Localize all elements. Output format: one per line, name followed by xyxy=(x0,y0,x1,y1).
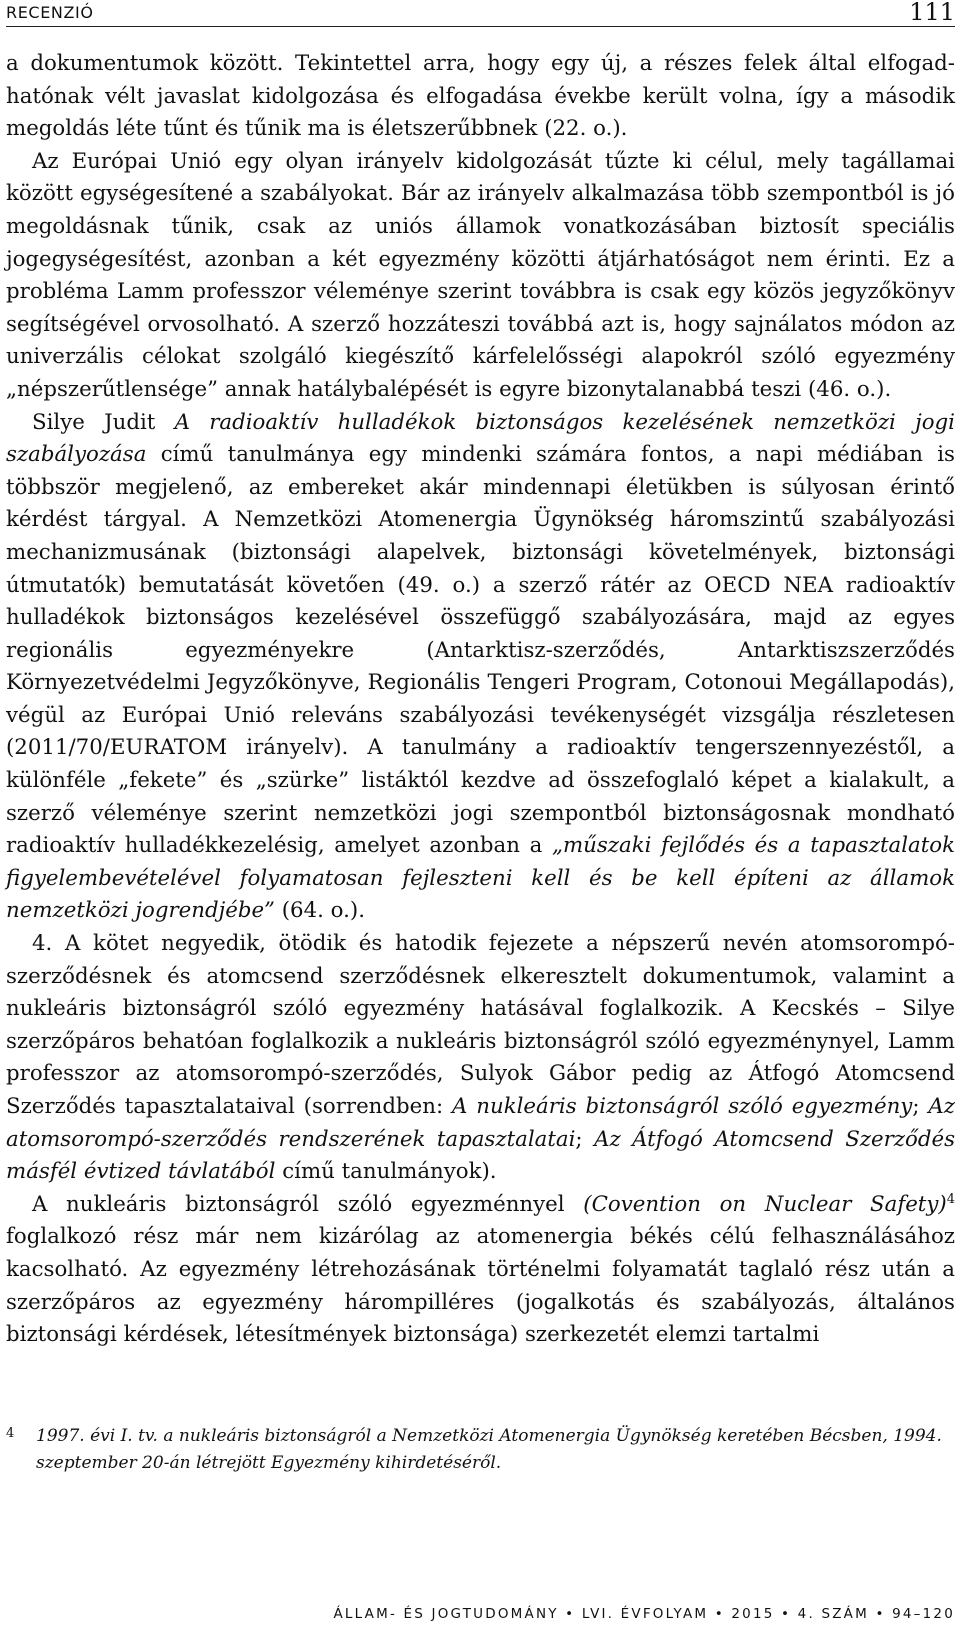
footnote-ref: 4 xyxy=(946,1191,955,1207)
text-run: 4. A kötet negyedik, ötödik és hatodik fejezete a népszerű nevén atomsorompó-szerződésnek és atomcsend szerződésnek elkeresztelt dokumentumok, valamint a nukleáris biztonságról szóló egyezmény hatásával foglalkozik. A Kecskés – Silye szerzőpáros behatóan foglalkozik a nukleáris biztonságról szóló egyezménynyel, Lamm professzor az atomsorompó-szerződés, Sulyok Gábor pedig az Átfogó Atomcsend Szerződés tapasztalataival (sorrendben: xyxy=(6,931,955,1119)
paragraph xyxy=(6,928,955,1189)
paragraph xyxy=(6,1189,955,1352)
page-number: 111 xyxy=(909,0,955,26)
text-run: Silye Judit xyxy=(32,409,175,435)
page xyxy=(6,0,955,1633)
text-run: foglalkozó rész már nem kizárólag az atomenergia békés célú felhasználásához kacsolható. Az egyezmény létrehozásának történelmi folyamatát taglaló rész után a szerzőpáros az egyezmény hárompilléres (jogalkotás és szabályozás, általános biztonsági kérdések, létesítmények biztonsága) szerkezetét elemzi tartalmi xyxy=(6,1224,955,1348)
paragraph xyxy=(6,146,955,407)
text-run: ; xyxy=(912,1094,929,1119)
text-run: című tanulmányok). xyxy=(275,1159,497,1185)
italic-text: A radioaktív hulladékok biztonságos kezelésének nemzetközi jogi szabályozása xyxy=(6,409,955,468)
footnotes xyxy=(6,1423,955,1477)
body-text xyxy=(6,48,955,1352)
text-run: című tanulmánya egy mindenki számára fontos, a napi médiában is többször megjelenő, az embereket akár mindennapi életükben is súlyosan érintő kérdést tárgyal. A Nemzetközi Atomenergia Ügynökség háromszintű szabályozási mechanizmusának (biztonsági alapelvek, biztonsági követelmények, biztonsági útmutatók) bemutatását követően (49. o.) a szerző rátér az OECD NEA radioaktív hulladékok biztonságos kezelésével összefüggő szabályozására, majd az egyes regionális egyezményekre (Antarktisz-szerződés, Antarktiszszerződés Környezetvédelmi Jegyzőkönyve, Regionális Tengeri Program, Cotonoui Megállapodás), végül az Európai Unió releváns szabályozási tevékenységét vizsgálja részletesen (2011/70/EURATOM irányelv). A tanulmány a radioaktív tengerszennyezéstől, a különféle „fekete” és „szürke” listáktól kezdve ad összefoglaló képet a kialakult, a szerző véleménye szerint nemzetközi jogi szempontból biztonságosnak mondható radioaktív hulladékkezelésig, amelyet azonban a xyxy=(6,442,955,859)
italic-text: Az Átfogó Atomcsend Szerződés másfél évtized távlatából xyxy=(6,1126,956,1185)
running-header xyxy=(6,0,955,27)
italic-text: A nukleáris biztonságról szóló egyezmény xyxy=(452,1094,913,1119)
paragraph xyxy=(6,407,955,929)
footnote xyxy=(6,1423,955,1477)
paragraph xyxy=(6,48,955,146)
italic-text: Az atomsorompó-szerződés rendszerének tapasztalatai xyxy=(6,1094,955,1152)
text-run: (64. o.). xyxy=(274,898,365,924)
text-run: ; xyxy=(575,1126,595,1152)
text-run: A nukleáris biztonságról szóló egyezménnyel xyxy=(32,1191,584,1217)
text-run: a dokumentumok között. Tekintettel arra, hogy egy új, a részes felek által elfogadhatónak vélt javaslat kidolgozása és elfogadása évekbe került volna, így a második megoldás léte tűnt és tűnik ma is életszerűbbnek (22. o.). xyxy=(6,51,955,142)
text-run: Az Európai Unió egy olyan irányelv kidolgozását tűzte ki célul, mely tagállamai között egységesítené a szabályokat. Bár az irányelv alkalmazása több szempontból is jó megoldásnak tűnik, csak az uniós államok vonatkozásában biztosít speciális jogegységesítést, azonban a két egyezmény közötti átjárhatóságot nem érinti. Ez a probléma Lamm professzor véleménye szerint továbbra is csak egy közös jegyzőkönyv segítségével orvosolható. A szerző hozzáteszi továbbá azt is, hogy sajnálatos módon az univerzális célokat szolgáló kiegészítő kárfelelősségi alapokról szóló egyezmény „népszerűtlensége” annak hatálybalépését is egyre bizonytalanabbá teszi (46. o.). xyxy=(6,148,955,402)
journal-footer: ÁLLAM- ÉS JOGTUDOMÁNY • LVI. ÉVFOLYAM • 2015 • 4. SZÁM • 94–120 xyxy=(333,1606,955,1622)
footnote-number: 4 xyxy=(6,1426,15,1441)
italic-text: (Covention on Nuclear Safety) xyxy=(583,1191,947,1217)
footnote-text: 1997. évi I. tv. a nukleáris biztonságról a Nemzetközi Atomenergia Ügynökség keretében Bécsben, 1994. szeptember 20-án létrejött Egyezmény kihirdetéséről. xyxy=(36,1426,942,1473)
section-title: RECENZIÓ xyxy=(6,3,94,22)
italic-text: „műszaki fejlődés és a tapasztalatok figyelembevételével folyamatosan fejleszteni kell és be kell építeni az államok nemzetközi jogrendjébe” xyxy=(6,833,955,924)
